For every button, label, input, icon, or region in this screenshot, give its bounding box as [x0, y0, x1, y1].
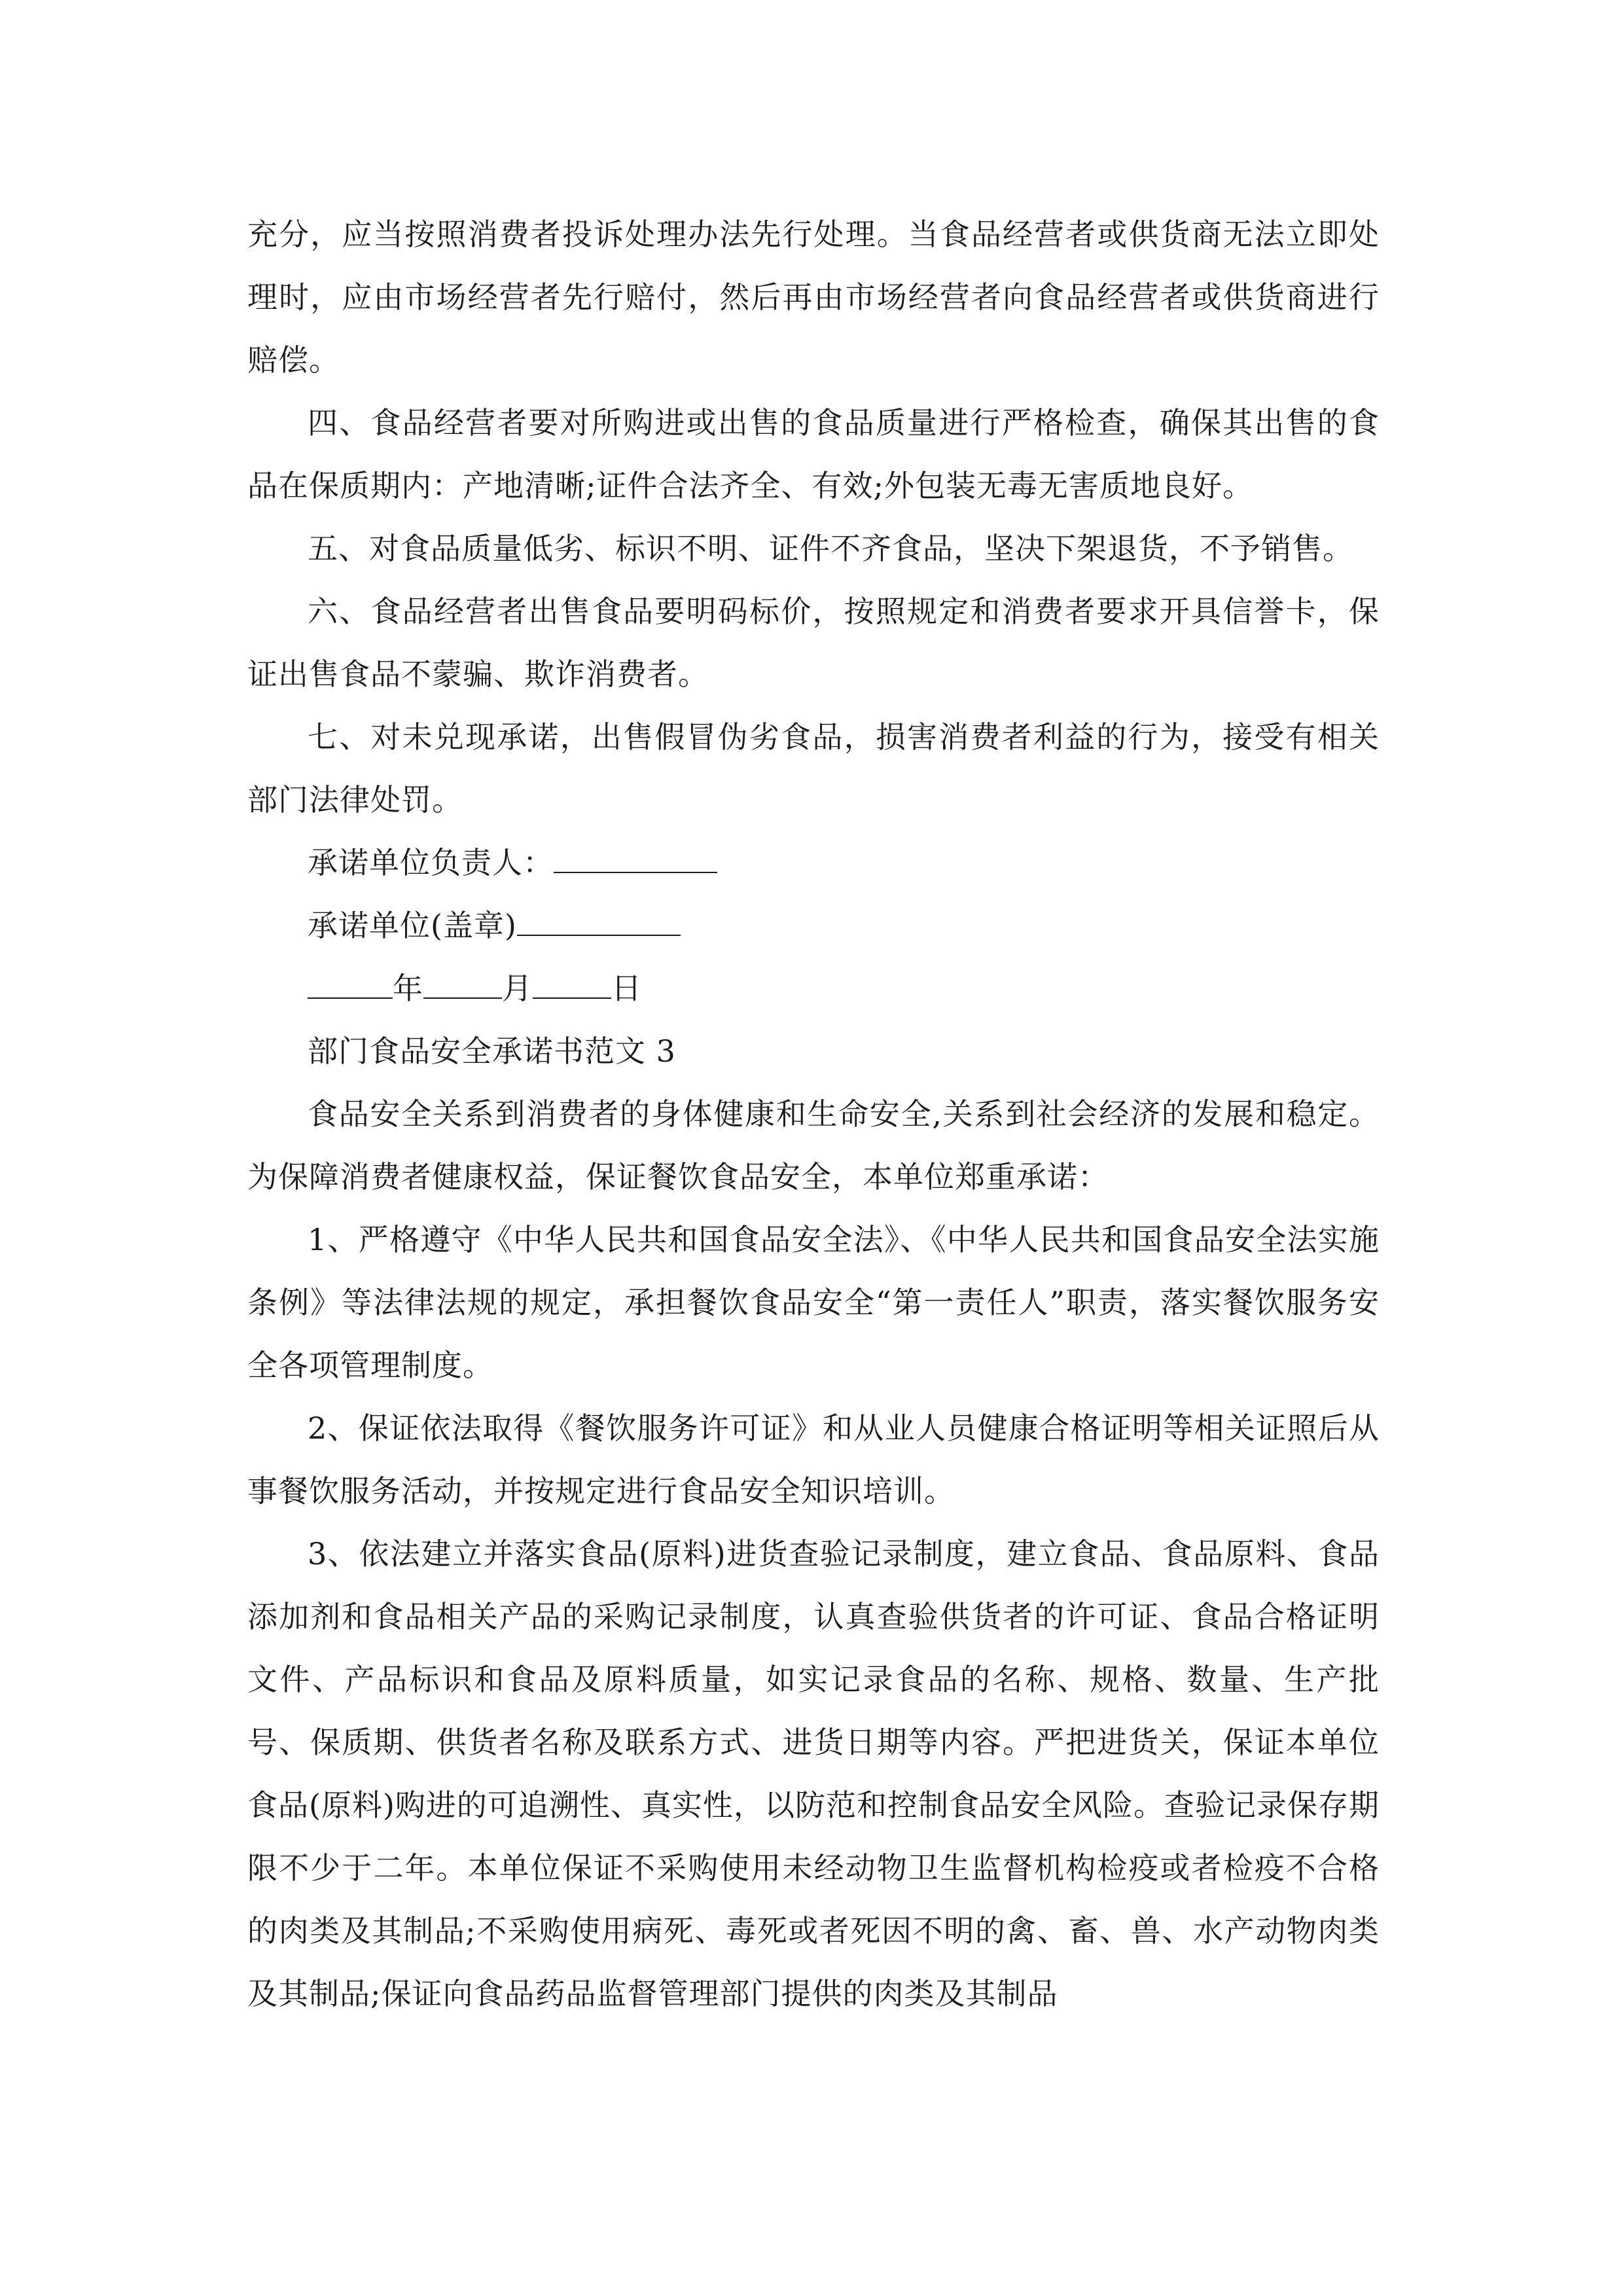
date-year-blank[interactable] — [308, 971, 393, 999]
date-day-label: 日 — [611, 971, 642, 1006]
paragraph-item-4: 四、食品经营者要对所购进或出售的食品质量进行严格检查，确保其出售的食品在保质期内：产地清晰;证件合法齐全、有效;外包装无毒无害质地良好。 — [247, 405, 1380, 503]
signature-date-line — [247, 957, 1380, 1020]
section-item-1: 1、严格遵守《中华人民共和国食品安全法》、《中华人民共和国食品安全法实施条例》等法律法规的规定，承担餐饮食品安全“第一责任人”职责，落实餐饮服务安全各项管理制度。 — [247, 1222, 1380, 1383]
section-title: 部门食品安全承诺书范文 3 — [308, 1033, 676, 1069]
date-month-blank[interactable] — [423, 971, 502, 999]
date-day-blank[interactable] — [533, 971, 611, 999]
signature-unit-label: 承诺单位(盖章) — [308, 908, 517, 943]
paragraph-continuation: 充分，应当按照消费者投诉处理办法先行处理。当食品经营者或供货商无法立即处理时，应由市场经营者先行赔付，然后再由市场经营者向食品经营者或供货商进行赔偿。 — [247, 217, 1380, 378]
section-item-3: 3、依法建立并落实食品(原料)进货查验记录制度，建立食品、食品原料、食品添加剂和食品相关产品的采购记录制度，认真查验供货者的许可证、食品合格证明文件、产品标识和食品及原料质量，如实记录食品的名称、规格、数量、生产批号、保质期、供货者名称及联系方式、进货日期等内容。严把进货关，保证本单位食品(原料)购进的可追溯性、真实性，以防范和控制食品安全风险。查验记录保存期限不少于二年。本单位保证不采购使用未经动物卫生监督机构检疫或者检疫不合格的肉类及其制品;不采购使用病死、毒死或者死因不明的禽、畜、兽、水产动物肉类及其制品;保证向食品药品监督管理部门提供的肉类及其制品 — [247, 1536, 1380, 2011]
paragraph-item-5: 五、对食品质量低劣、标识不明、证件不齐食品，坚决下架退货，不予销售。 — [308, 531, 1353, 566]
signature-unit-blank[interactable] — [517, 908, 681, 936]
paragraph-item-6: 六、食品经营者出售食品要明码标价，按照规定和消费者要求开具信誉卡，保证出售食品不蒙骗、欺诈消费者。 — [247, 594, 1380, 692]
paragraph-item-7: 七、对未兑现承诺，出售假冒伪劣食品，损害消费者利益的行为，接受有相关部门法律处罚。 — [247, 719, 1380, 817]
date-year-label: 年 — [393, 971, 423, 1006]
signature-responsible-label: 承诺单位负责人： — [308, 845, 554, 880]
section-intro-paragraph: 食品安全关系到消费者的身体健康和生命安全,关系到社会经济的发展和稳定。为保障消费者健康权益，保证餐饮食品安全，本单位郑重承诺： — [247, 1096, 1380, 1194]
signature-responsible-blank[interactable] — [554, 846, 717, 873]
signature-responsible-line — [247, 831, 1380, 894]
signature-unit-line — [247, 894, 1380, 957]
document-body — [247, 203, 1380, 2025]
section-item-2: 2、保证依法取得《餐饮服务许可证》和从业人员健康合格证明等相关证照后从事餐饮服务活动，并按规定进行食品安全知识培训。 — [247, 1410, 1380, 1509]
date-month-label: 月 — [502, 971, 533, 1006]
